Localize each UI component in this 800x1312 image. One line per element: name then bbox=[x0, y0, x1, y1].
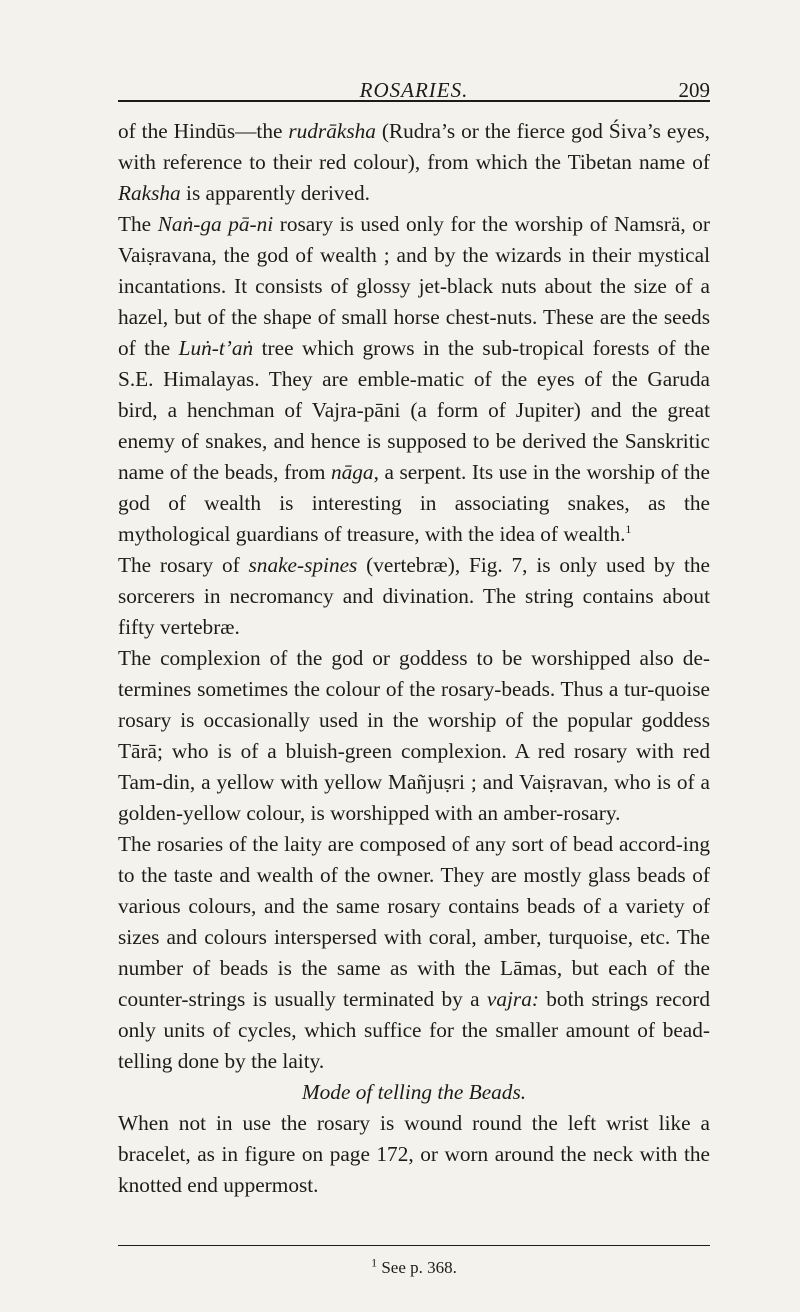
text-run: of the Hindūs—the bbox=[118, 119, 289, 143]
running-title: ROSARIES. bbox=[359, 78, 469, 102]
footnote-ref: 1 bbox=[625, 521, 632, 536]
text-run: tree which grows in the sub-tropical forests of the S.E. Himalayas. They are emble-matic of the eyes of the Garuda bird, a henchman of Vajra-pāni (a form of Jupiter) and the great enemy of snakes, and hence is supposed to be derived the Sanskritic name of the beads, from bbox=[118, 336, 710, 484]
italic-term: Naṅ-ga pā-ni bbox=[157, 212, 274, 236]
section-subheading: Mode of telling the Beads. bbox=[301, 1080, 527, 1104]
footnote-text: See p. 368. bbox=[381, 1258, 457, 1277]
paragraph: When not in use the rosary is wound round the left wrist like a bracelet, as in figure on page 172, or worn around the neck with the knotted end uppermost. bbox=[118, 1111, 710, 1197]
text-run: (vertebræ), Fig. 7, is only used by the sorcerers in necromancy and divination. The string contains about fifty vertebræ. bbox=[118, 553, 710, 639]
text-run: both strings record only units of cycles, which suffice for the smaller amount of bead-telling done by the laity. bbox=[118, 987, 710, 1073]
italic-term: vajra: bbox=[486, 987, 539, 1011]
italic-term: rudrāksha bbox=[288, 119, 376, 143]
italic-term: snake-spines bbox=[248, 553, 358, 577]
text-run: The bbox=[118, 212, 158, 236]
text-run: is apparently derived. bbox=[180, 181, 370, 205]
header-rule bbox=[118, 100, 710, 102]
footnote bbox=[118, 1255, 710, 1278]
text-run: , a serpent. Its use in the worship of the god of wealth is interesting in associating snakes, as the mythological guardians of treasure, with the idea of wealth. bbox=[118, 460, 710, 546]
page-header bbox=[118, 78, 710, 108]
paragraph bbox=[118, 643, 710, 829]
text-run: The rosary of bbox=[118, 553, 249, 577]
italic-term: nāga bbox=[330, 460, 374, 484]
footnote-marker: 1 bbox=[371, 1255, 378, 1270]
paragraph bbox=[118, 209, 710, 550]
text-run: rosary is used only for the worship of Namsrä, or Vaiṣravana, the god of wealth ; and by the wizards in their mystical incantations. It consists of glossy jet-black nuts about the size of a hazel, but of the shape of small horse chest-nuts. These are the seeds of the bbox=[118, 212, 711, 360]
paragraph bbox=[118, 550, 710, 643]
italic-term: Luṅ-t’aṅ bbox=[178, 336, 254, 360]
text-run: (Rudra’s or the fierce god Śiva’s eyes, with reference to their red colour), from which the Tibetan name of bbox=[118, 119, 711, 174]
footnote-rule bbox=[118, 1245, 710, 1246]
paragraph-list bbox=[118, 116, 710, 1077]
page-number: 209 bbox=[678, 78, 710, 102]
text-run: The complexion of the god or goddess to be worshipped also de-termines sometimes the colour of the rosary-beads. Thus a tur-quoise rosary is occasionally used in the worship of the popular goddess Tārā; who is of a bluish-green complexion. A red rosary with red Tam-din, a yellow with yellow Mañjuṣri ; and Vaiṣravan, who is of a golden-yellow colour, is worshipped with an amber-rosary. bbox=[118, 646, 710, 825]
paragraph bbox=[118, 116, 710, 209]
body-text bbox=[118, 116, 710, 1201]
text-run: The rosaries of the laity are composed of any sort of bead accord-ing to the taste and wealth of the owner. They are mostly glass beads of various colours, and the same rosary contains beads of a variety of sizes and colours interspersed with coral, amber, turquoise, etc. The number of beads is the same as with the Lāmas, but each of the counter-strings is usually terminated by a bbox=[118, 832, 710, 1011]
paragraph bbox=[118, 829, 710, 1077]
italic-term: Raksha bbox=[118, 181, 181, 205]
